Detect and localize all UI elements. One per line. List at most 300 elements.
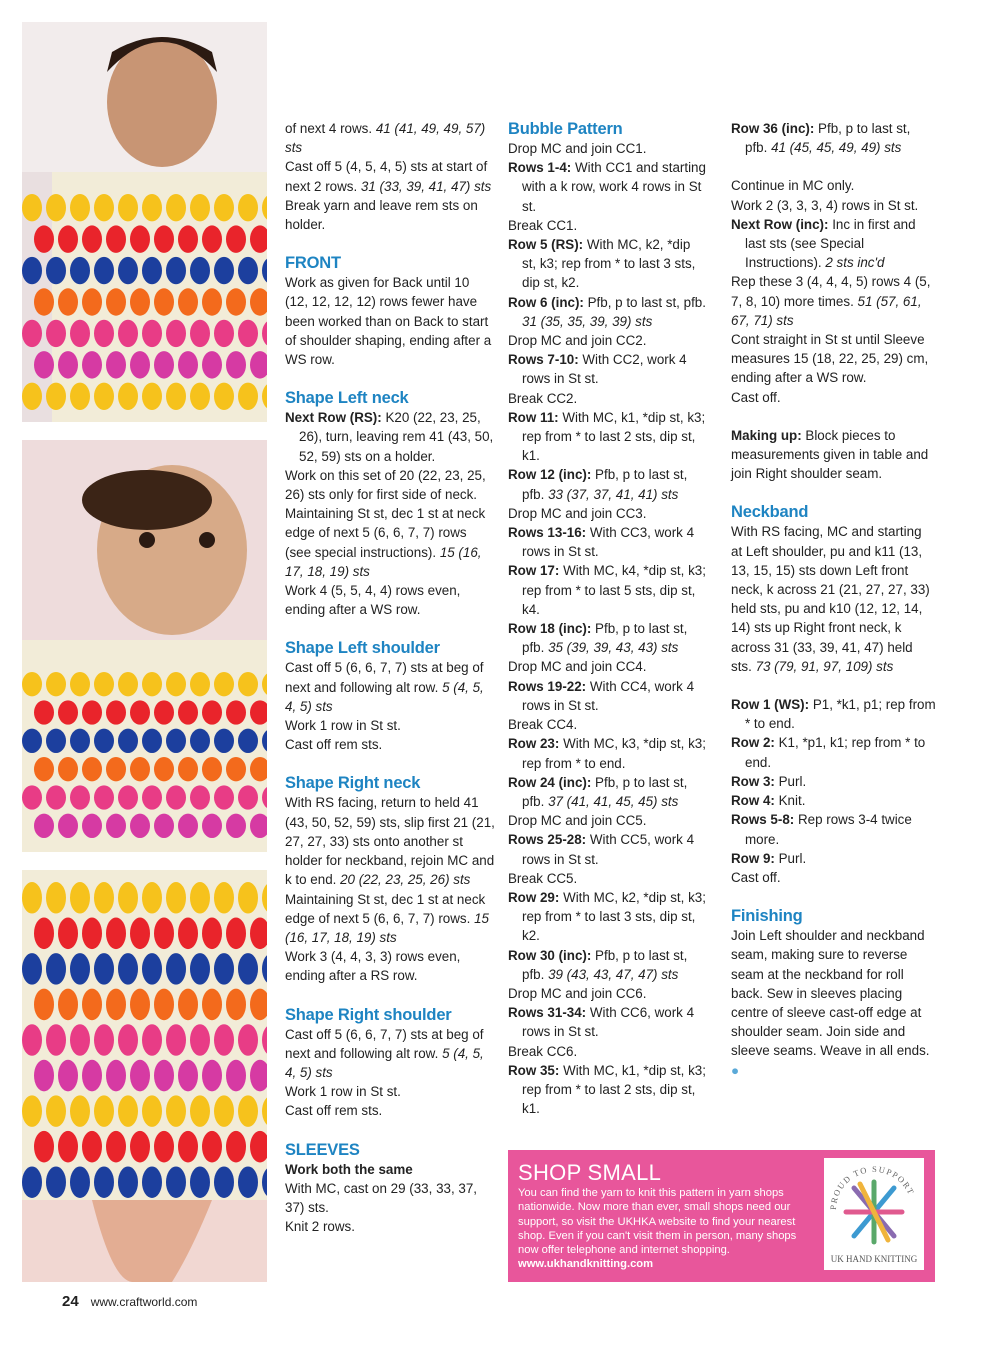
neckband-row-line: Cast off.: [731, 869, 781, 885]
knit-bubble: [142, 1024, 162, 1056]
knit-bubble: [238, 383, 258, 410]
bubble-pattern-line: Rows 13-16: With CC3, work 4 rows in St st.: [508, 525, 695, 560]
neckband-row-line: Row 4: Knit.: [731, 793, 806, 809]
making-up: Making up: Block pieces to measurements given in table and join Right shoulder seam.: [731, 427, 929, 482]
rep-rows: Rep these 3 (4, 4, 4, 5) rows 4 (5, 7, 8, 10) more times. 51 (57, 61, 67, 71) sts: [731, 274, 931, 328]
bubble-pattern-line: Break CC1.: [508, 217, 578, 233]
knit-bubble: [190, 257, 210, 284]
knit-bubble: [130, 1131, 150, 1163]
knit-bubble: [94, 785, 114, 809]
knit-bubble: [130, 1060, 150, 1092]
intro-line-1: of next 4 rows. 41 (41, 49, 49, 57) sts: [285, 121, 486, 156]
knit-bubble: [94, 1024, 114, 1056]
cast-off-sleeve: Cast off.: [731, 389, 781, 405]
shop-small-title: SHOP SMALL: [518, 1160, 662, 1185]
knit-bubble: [94, 383, 114, 410]
shape-left-shoulder-text: Cast off 5 (6, 6, 7, 7) sts at beg of next and following alt row. 5 (4, 5, 4, 5) sts: [285, 660, 484, 714]
bubble-pattern-line: Row 23: With MC, k3, *dip st, k3; rep from * to end.: [508, 736, 706, 771]
knit-bubble: [214, 785, 234, 809]
knit-bubble: [82, 225, 102, 252]
knit-bubble: [82, 757, 102, 781]
knit-bubble: [118, 383, 138, 410]
knit-bubble: [106, 225, 126, 252]
knit-bubble: [34, 918, 54, 950]
site-url[interactable]: www.craftworld.com: [90, 1295, 198, 1309]
bubble-pattern-line: Row 12 (inc): Pfb, p to last st, pfb. 33 (37, 37, 41, 41) sts: [508, 467, 688, 502]
bubble-pattern-line: Row 24 (inc): Pfb, p to last st, pfb. 37 (41, 41, 45, 45) sts: [508, 774, 688, 809]
knit-bubble: [58, 918, 78, 950]
sleeves-heading: SLEEVES: [285, 1140, 360, 1159]
shape-right-neck-p3: Work 3 (4, 4, 3, 3) rows even, ending after a RS row.: [285, 949, 461, 984]
knit-bubble: [142, 1095, 162, 1127]
knit-bubble: [70, 882, 90, 914]
knit-bubble: [214, 1095, 234, 1127]
knit-bubble: [82, 814, 102, 838]
knit-bubble: [190, 882, 210, 914]
knit-bubble: [238, 320, 258, 347]
knit-bubble: [58, 814, 78, 838]
bubble-pattern-heading: Bubble Pattern: [508, 120, 623, 138]
knit-bubble: [142, 953, 162, 985]
knit-bubble: [214, 729, 234, 753]
bubble-pattern-line: Row 6 (inc): Pfb, p to last st, pfb. 31 (35, 35, 39, 39) sts: [508, 294, 706, 329]
shape-left-neck-p3: Maintaining St st, dec 1 st at neck edge of next 5 (6, 6, 7, 7) rows (see special instructions). 15 (16, 17, 18, 19) sts: [285, 506, 486, 579]
shape-left-neck-p2: Work on this set of 20 (22, 23, 25, 26) sts only for first side of neck.: [285, 467, 486, 503]
knit-bubble: [154, 288, 174, 315]
knit-bubble: [82, 918, 102, 950]
knit-bubble: [94, 672, 114, 696]
knit-bubble: [22, 672, 42, 696]
knit-bubble: [226, 288, 246, 315]
knit-bubble: [214, 953, 234, 985]
knit-bubble: [166, 1166, 186, 1198]
knit-bubble: [154, 351, 174, 378]
knit-bubble: [154, 700, 174, 724]
knit-bubble: [142, 383, 162, 410]
knit-bubble: [238, 672, 258, 696]
knit-bubble: [214, 1166, 234, 1198]
knit-bubble: [94, 320, 114, 347]
knit-bubble: [190, 953, 210, 985]
knit-bubble: [70, 320, 90, 347]
knit-bubble: [178, 989, 198, 1021]
knit-bubble: [226, 351, 246, 378]
knit-bubble: [178, 757, 198, 781]
knit-bubble: [82, 989, 102, 1021]
intro-line-3: Break yarn and leave rem sts on holder.: [285, 197, 478, 233]
logo-name: UK HAND KNITTING: [830, 1254, 918, 1264]
knit-bubble: [178, 814, 198, 838]
row-36: Row 36 (inc): Pfb, p to last st, pfb. 41 (45, 45, 49, 49) sts: [731, 121, 911, 156]
knit-bubble: [58, 288, 78, 315]
knit-bubble: [142, 882, 162, 914]
knit-bubble: [58, 1131, 78, 1163]
bubble-pattern-line: Drop MC and join CC4.: [508, 659, 647, 675]
knit-bubble: [202, 700, 222, 724]
knit-bubble: [214, 257, 234, 284]
knit-bubble: [214, 1024, 234, 1056]
shape-right-shoulder-p3: Cast off rem sts.: [285, 1103, 383, 1119]
knit-bubble: [190, 672, 210, 696]
knit-bubble: [94, 882, 114, 914]
bubble-pattern-line: Row 35: With MC, k1, *dip st, k3; rep from * to last 2 sts, dip st, k1.: [508, 1062, 706, 1117]
bubble-pattern-line: Row 18 (inc): Pfb, p to last st, pfb. 35 (39, 39, 43, 43) sts: [508, 621, 688, 656]
knit-bubble: [70, 257, 90, 284]
knit-bubble: [46, 320, 66, 347]
neckband-heading: Neckband: [731, 503, 809, 522]
knit-bubble: [178, 700, 198, 724]
next-row-inc: Next Row (inc): Inc in first and last sts (see Special Instructions). 2 sts inc'd: [731, 216, 916, 271]
knit-bubble: [166, 882, 186, 914]
bubble-pattern-line: Break CC2.: [508, 390, 578, 406]
knit-bubble: [202, 1131, 222, 1163]
knit-bubble: [130, 700, 150, 724]
knit-bubble: [154, 1060, 174, 1092]
knit-bubble: [238, 953, 258, 985]
knit-bubble: [238, 1095, 258, 1127]
shape-right-shoulder-p2: Work 1 row in St st.: [285, 1084, 401, 1100]
knit-bubble: [106, 757, 126, 781]
knit-bubble: [202, 918, 222, 950]
front-heading: FRONT: [285, 254, 341, 273]
knit-bubble: [118, 1095, 138, 1127]
knit-bubble: [22, 1166, 42, 1198]
front-text: Work as given for Back until 10 (12, 12, 12, 12) rows fewer have been worked than on Back to start of shoulder shaping, ending after a WS row.: [285, 275, 492, 368]
knit-bubble: [58, 757, 78, 781]
baby-photo-2: [22, 440, 267, 852]
knit-bubble: [34, 700, 54, 724]
knit-bubble: [226, 918, 246, 950]
knit-bubble: [202, 225, 222, 252]
intro-line-2: Cast off 5 (4, 5, 4, 5) sts at start of next 2 rows. 31 (33, 39, 41, 47) sts: [285, 159, 492, 194]
knit-bubble: [22, 785, 42, 809]
bubble-pattern-line: Row 29: With MC, k2, *dip st, k3; rep from * to last 3 sts, dip st, k2.: [508, 889, 706, 944]
neckband-row-line: Row 1 (WS): P1, *k1, p1; rep from * to end.: [731, 697, 936, 732]
baby-photo-3: [22, 870, 267, 1282]
knit-bubble: [94, 1166, 114, 1198]
knit-bubble: [70, 383, 90, 410]
knit-bubble: [70, 672, 90, 696]
knit-bubble: [166, 320, 186, 347]
knit-bubble: [22, 729, 42, 753]
knit-bubble: [94, 1095, 114, 1127]
knit-bubble: [70, 1166, 90, 1198]
knit-bubble: [34, 225, 54, 252]
column-2: [508, 119, 708, 1118]
bubble-pattern-line: Drop MC and join CC1.: [508, 141, 647, 156]
knit-bubble: [202, 757, 222, 781]
knit-bubble: [142, 194, 162, 221]
uk-hand-knitting-logo: [824, 1158, 924, 1270]
bubble-pattern-line: Row 30 (inc): Pfb, p to last st, pfb. 39 (43, 43, 47, 47) sts: [508, 947, 688, 982]
knit-bubble: [118, 953, 138, 985]
knit-bubble: [166, 953, 186, 985]
knit-bubble: [166, 383, 186, 410]
knit-bubble: [46, 953, 66, 985]
knit-bubble: [226, 757, 246, 781]
knit-bubble: [190, 1166, 210, 1198]
knit-bubble: [118, 257, 138, 284]
knit-bubble: [70, 1095, 90, 1127]
knit-bubble: [46, 1095, 66, 1127]
shape-left-shoulder-p2: Work 1 row in St st.: [285, 718, 401, 734]
knit-bubble: [166, 1095, 186, 1127]
shape-left-shoulder-p3: Cast off rem sts.: [285, 737, 383, 753]
shape-left-neck-p4: Work 4 (5, 5, 4, 4) rows even, ending after a WS row.: [285, 583, 461, 618]
knit-bubble: [214, 320, 234, 347]
knit-bubble: [238, 785, 258, 809]
sleeves-p1: With MC, cast on 29 (33, 33, 37, 37) sts.: [285, 1180, 478, 1215]
shape-left-shoulder-heading: Shape Left shoulder: [285, 639, 440, 658]
cont-straight: Cont straight in St st until Sleeve measures 15 (18, 22, 25, 29) cm, ending after a WS row.: [731, 332, 929, 386]
knit-bubble: [118, 1024, 138, 1056]
knit-bubble: [130, 288, 150, 315]
knit-bubble: [190, 194, 210, 221]
shape-right-neck-p2: Maintaining St st, dec 1 st at neck edge of next 5 (6, 6, 7, 7) rows. 15 (16, 17, 18, 19) sts: [285, 891, 489, 945]
knit-bubble: [82, 1131, 102, 1163]
bubble-pattern-line: Drop MC and join CC6.: [508, 985, 647, 1001]
neckband-row-line: Row 2: K1, *p1, k1; rep from * to end.: [731, 735, 926, 770]
knit-bubble: [178, 918, 198, 950]
end-mark-icon: ●: [731, 1062, 740, 1078]
knit-bubble: [154, 1131, 174, 1163]
bubble-pattern-line: Row 11: With MC, k1, *dip st, k3; rep from * to last 2 sts, dip st, k1.: [508, 409, 706, 464]
shape-left-neck-heading: Shape Left neck: [285, 389, 409, 408]
knit-bubble: [190, 1095, 210, 1127]
bubble-pattern-list: [508, 139, 708, 1118]
knit-bubble: [142, 257, 162, 284]
shape-right-shoulder-text: Cast off 5 (6, 6, 7, 7) sts at beg of next and following alt row. 5 (4, 5, 4, 5) sts: [285, 1026, 484, 1080]
knit-bubble: [190, 383, 210, 410]
knit-bubble: [34, 1060, 54, 1092]
knit-bubble: [226, 1131, 246, 1163]
knit-bubble: [82, 351, 102, 378]
knit-bubble: [46, 383, 66, 410]
knit-bubble: [34, 351, 54, 378]
knit-bubble: [22, 1024, 42, 1056]
knit-bubble: [130, 225, 150, 252]
neckband-rows: [731, 695, 936, 887]
bubble-pattern-line: Drop MC and join CC5.: [508, 813, 647, 829]
knit-bubble: [34, 1131, 54, 1163]
knit-bubble: [58, 225, 78, 252]
knit-bubble: [154, 918, 174, 950]
knit-bubble: [46, 882, 66, 914]
knit-bubble: [130, 757, 150, 781]
knit-bubble: [238, 1166, 258, 1198]
knit-bubble: [202, 1060, 222, 1092]
knit-bubble: [154, 757, 174, 781]
bubble-pattern-line: Row 5 (RS): With MC, k2, *dip st, k3; rep from * to last 3 sts, dip st, k2.: [508, 237, 696, 291]
logo-arc-text: PROUD TO SUPPORT: [827, 1163, 917, 1211]
knit-bubble: [238, 257, 258, 284]
knit-bubble: [106, 918, 126, 950]
knit-bubble: [178, 225, 198, 252]
knit-bubble: [226, 225, 246, 252]
knit-bubble: [22, 882, 42, 914]
knit-bubble: [154, 814, 174, 838]
knit-bubble: [106, 700, 126, 724]
knit-bubble: [22, 383, 42, 410]
knit-bubble: [46, 1166, 66, 1198]
knit-bubble: [118, 194, 138, 221]
neckband-row-line: Rows 5-8: Rep rows 3-4 twice more.: [731, 812, 912, 847]
knit-bubble: [238, 882, 258, 914]
knit-bubble: [70, 953, 90, 985]
bubble-pattern-line: Break CC5.: [508, 870, 578, 886]
knit-bubble: [166, 785, 186, 809]
knit-bubble: [46, 729, 66, 753]
knit-bubble: [106, 814, 126, 838]
knit-bubble: [214, 383, 234, 410]
knit-bubble: [178, 351, 198, 378]
knit-bubble: [166, 729, 186, 753]
knit-bubble: [94, 194, 114, 221]
knit-bubble: [94, 729, 114, 753]
knit-bubble: [94, 953, 114, 985]
knit-bubble: [46, 257, 66, 284]
knit-bubble: [22, 1095, 42, 1127]
knit-bubble: [154, 989, 174, 1021]
knit-bubble: [142, 320, 162, 347]
neckband-row-line: Row 3: Purl.: [731, 773, 807, 789]
bubble-pattern-line: Drop MC and join CC2.: [508, 333, 647, 349]
shape-left-neck-row: Next Row (RS): K20 (22, 23, 25, 26), turn, leaving rem 41 (43, 50, 52, 59) sts on a holder.: [285, 410, 494, 464]
knit-bubble: [226, 700, 246, 724]
bubble-pattern-line: Rows 1-4: With CC1 and starting with a k row, work 4 rows in St st.: [508, 160, 706, 214]
knit-bubble: [94, 257, 114, 284]
knit-bubble: [166, 194, 186, 221]
knit-bubble: [34, 757, 54, 781]
shop-small-box: [508, 1150, 935, 1282]
finishing-text: Join Left shoulder and neckband seam, making sure to reverse seam at the neckband for roll back. Sew in sleeves placing centre of sleeve cast-off edge at shoulder seam. Join side and sleeve seams. Weave in all ends. ●: [731, 928, 930, 1078]
knit-bubble: [178, 288, 198, 315]
knit-bubble: [70, 785, 90, 809]
baby-photo-1: [22, 22, 267, 422]
work-rows: Work 2 (3, 3, 3, 4) rows in St st.: [731, 197, 919, 213]
bubble-pattern-line: Rows 19-22: With CC4, work 4 rows in St st.: [508, 678, 695, 713]
knit-bubble: [166, 257, 186, 284]
knit-bubble: [226, 814, 246, 838]
neckband-text: With RS facing, MC and starting at Left shoulder, pu and k11 (13, 13, 15, 15) sts down Left front neck, k across 21 (21, 27, 27, 33) held sts, pu and k10 (12, 12, 14, 14) sts up Right front neck, k across 31 (33, 39, 41, 47) held sts. 73 (79, 91, 97, 109) sts: [731, 524, 930, 674]
knit-bubble: [190, 729, 210, 753]
knit-bubble: [190, 1024, 210, 1056]
knit-bubble: [22, 194, 42, 221]
knit-bubble: [190, 320, 210, 347]
knit-bubble: [22, 320, 42, 347]
knit-bubble: [238, 194, 258, 221]
knit-bubble: [202, 989, 222, 1021]
knit-bubble: [118, 320, 138, 347]
knit-bubble: [178, 1131, 198, 1163]
knit-bubble: [22, 953, 42, 985]
knit-bubble: [118, 882, 138, 914]
knit-bubble: [34, 288, 54, 315]
knit-bubble: [214, 194, 234, 221]
shop-small-text: You can find the yarn to knit this pattern in yarn shops nationwide. Now more than ever, small shops need our support, so visit the UKHKA website to find your nearest shop. Even if you can't visit them in person, many shops now offer telephone and internet shopping. www.ukhandknitting.com: [518, 1187, 797, 1271]
knit-bubble: [130, 814, 150, 838]
shop-small-link[interactable]: www.ukhandknitting.com: [518, 1258, 654, 1271]
knit-bubble: [106, 1131, 126, 1163]
knit-bubble: [214, 672, 234, 696]
shape-right-neck-heading: Shape Right neck: [285, 774, 421, 793]
knit-bubble: [70, 1024, 90, 1056]
bubble-pattern-line: Break CC6.: [508, 1043, 578, 1059]
finishing-heading: Finishing: [731, 907, 803, 926]
knit-bubble: [46, 1024, 66, 1056]
knit-bubble: [118, 785, 138, 809]
knit-bubble: [238, 1024, 258, 1056]
knit-bubble: [82, 700, 102, 724]
knit-bubble: [106, 1060, 126, 1092]
knit-bubble: [214, 882, 234, 914]
knit-bubble: [118, 1166, 138, 1198]
knit-bubble: [154, 225, 174, 252]
knit-bubble: [118, 672, 138, 696]
page-number: 24: [62, 1293, 79, 1310]
bubble-pattern-line: Row 17: With MC, k4, *dip st, k3; rep from * to last 5 sts, dip st, k4.: [508, 563, 706, 617]
knit-bubble: [226, 989, 246, 1021]
knit-bubble: [130, 989, 150, 1021]
sleeves-p2: Knit 2 rows.: [285, 1219, 355, 1235]
knit-bubble: [142, 1166, 162, 1198]
column-3: [731, 119, 936, 1080]
knit-bubble: [142, 785, 162, 809]
knit-bubble: [202, 288, 222, 315]
knit-bubble: [46, 785, 66, 809]
knit-bubble: [106, 288, 126, 315]
bubble-pattern-line: Drop MC and join CC3.: [508, 505, 647, 521]
bubble-pattern-line: Rows 7-10: With CC2, work 4 rows in St st.: [508, 352, 687, 387]
knit-bubble: [82, 288, 102, 315]
knit-bubble: [166, 1024, 186, 1056]
knit-bubble: [58, 989, 78, 1021]
bubble-pattern-line: Rows 25-28: With CC5, work 4 rows in St st.: [508, 832, 695, 867]
sleeves-sub: Work both the same: [285, 1161, 413, 1177]
knit-bubble: [58, 1060, 78, 1092]
knit-bubble: [226, 1060, 246, 1092]
knit-bubble: [106, 989, 126, 1021]
knit-bubble: [190, 785, 210, 809]
shape-right-shoulder-heading: Shape Right shoulder: [285, 1005, 452, 1024]
knit-bubble: [22, 257, 42, 284]
page-footer: [62, 1293, 197, 1310]
knit-bubble: [130, 918, 150, 950]
continue-mc: Continue in MC only.: [731, 178, 855, 194]
bubble-pattern-line: Break CC4.: [508, 717, 578, 733]
knit-bubble: [166, 672, 186, 696]
knit-bubble: [118, 729, 138, 753]
shape-right-neck-text: With RS facing, return to held 41 (43, 50, 52, 59) sts, slip first 21 (21, 27, 27, 33) sts onto another st holder for neckband, rejoin MC and k to end. 20 (22, 23, 25, 26) sts: [285, 795, 495, 888]
knit-bubble: [70, 729, 90, 753]
knit-bubble: [46, 672, 66, 696]
knit-bubble: [106, 351, 126, 378]
knit-bubble: [238, 729, 258, 753]
knit-bubble: [58, 351, 78, 378]
knit-bubble: [82, 1060, 102, 1092]
neckband-row-line: Row 9: Purl.: [731, 850, 807, 866]
column-1: [285, 119, 495, 1236]
knit-bubble: [142, 729, 162, 753]
knit-bubble: [34, 989, 54, 1021]
knit-bubble: [58, 700, 78, 724]
knit-bubble: [34, 814, 54, 838]
knit-bubble: [142, 672, 162, 696]
knit-bubble: [202, 814, 222, 838]
knit-bubble: [202, 351, 222, 378]
knit-bubble: [70, 194, 90, 221]
knit-bubble: [130, 351, 150, 378]
